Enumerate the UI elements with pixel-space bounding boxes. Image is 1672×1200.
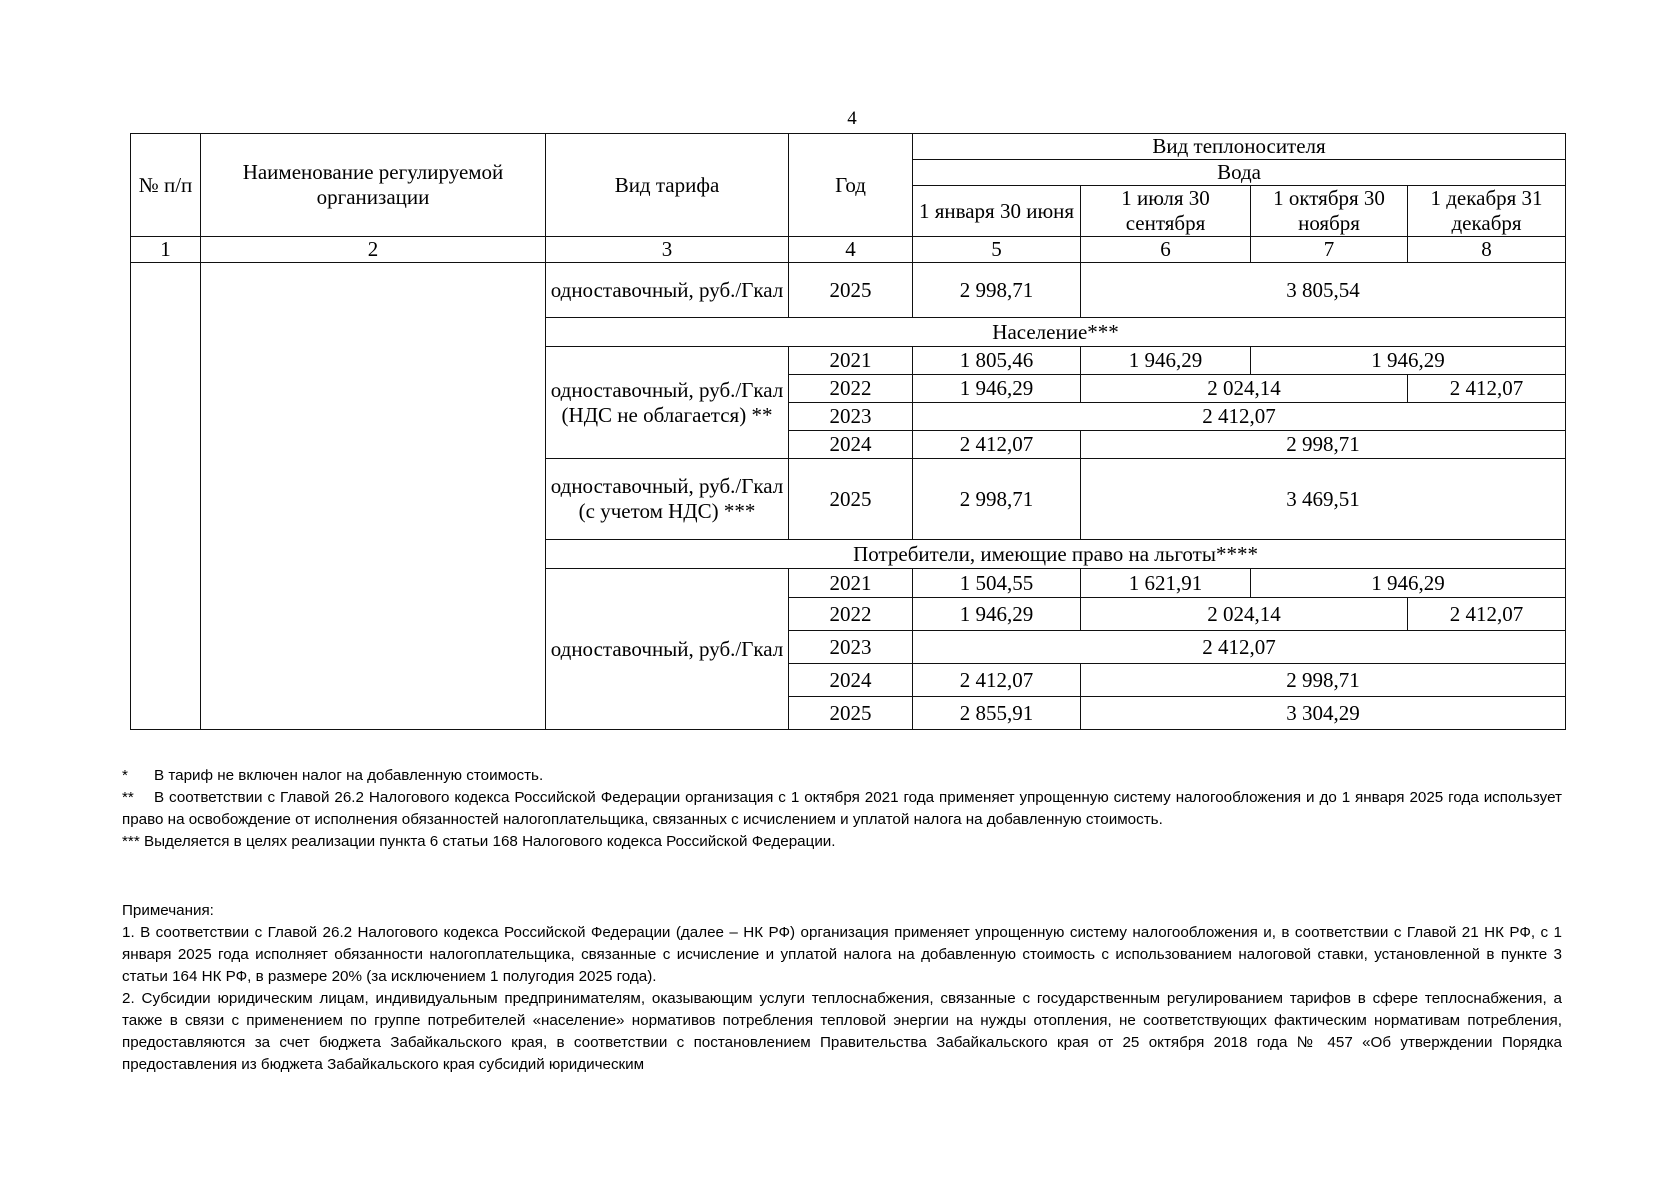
tariff-cell: одноставочный, руб./Гкал bbox=[546, 263, 789, 318]
header-tariff-type: Вид тарифа bbox=[546, 134, 789, 237]
header-row-1 bbox=[131, 134, 1566, 160]
value-cell: 3 469,51 bbox=[1081, 459, 1566, 540]
value-cell: 2 024,14 bbox=[1081, 598, 1408, 631]
remarks bbox=[122, 900, 1562, 1076]
footnote-mark: * bbox=[122, 767, 128, 784]
tariff-table bbox=[130, 133, 1566, 730]
table-row bbox=[131, 263, 1566, 318]
page-number: 4 bbox=[847, 108, 857, 129]
col-number: 2 bbox=[201, 237, 546, 263]
footnote bbox=[122, 831, 1562, 853]
section-title-population: Население*** bbox=[546, 318, 1566, 347]
year-cell: 2021 bbox=[789, 569, 913, 598]
col-number: 4 bbox=[789, 237, 913, 263]
header-water: Вода bbox=[913, 160, 1566, 186]
col-number: 1 bbox=[131, 237, 201, 263]
footnote-text: В соответствии с Главой 26.2 Налогового кодекса Российской Федерации организация с 1 октября 2021 года применяет упрощенную систему налогообложения и до 1 января 2025 года использует право на освобождение от исполнения обязанностей налогоплательщика, связанных с исчислением и уплатой налога на добавленную стоимость. bbox=[122, 789, 1562, 828]
col-number: 7 bbox=[1251, 237, 1408, 263]
value-cell: 2 412,07 bbox=[913, 431, 1081, 459]
footnote-mark: ** bbox=[122, 789, 134, 806]
header-period-4: 1 декабря 31 декабря bbox=[1408, 186, 1566, 237]
header-period-3: 1 октября 30 ноября bbox=[1251, 186, 1408, 237]
value-cell: 2 412,07 bbox=[1408, 598, 1566, 631]
value-cell: 1 946,29 bbox=[1081, 347, 1251, 375]
year-cell: 2024 bbox=[789, 431, 913, 459]
col-number: 6 bbox=[1081, 237, 1251, 263]
footnote bbox=[122, 765, 1562, 787]
year-cell: 2022 bbox=[789, 375, 913, 403]
col-number: 5 bbox=[913, 237, 1081, 263]
value-cell: 2 412,07 bbox=[913, 664, 1081, 697]
col-number: 8 bbox=[1408, 237, 1566, 263]
year-cell: 2023 bbox=[789, 631, 913, 664]
header-org: Наименование регулируемой организации bbox=[201, 134, 546, 237]
value-cell: 2 998,71 bbox=[1081, 664, 1566, 697]
value-cell: 2 998,71 bbox=[913, 459, 1081, 540]
year-cell: 2023 bbox=[789, 403, 913, 431]
value-cell: 2 998,71 bbox=[1081, 431, 1566, 459]
value-cell: 1 621,91 bbox=[1081, 569, 1251, 598]
remarks-title: Примечания: bbox=[122, 902, 214, 919]
num-cell bbox=[131, 263, 201, 730]
value-cell: 2 412,07 bbox=[913, 631, 1566, 664]
footnote-mark: *** bbox=[122, 833, 140, 850]
value-cell: 1 805,46 bbox=[913, 347, 1081, 375]
col-number: 3 bbox=[546, 237, 789, 263]
value-cell: 1 946,29 bbox=[1251, 347, 1566, 375]
section-title-beneficiaries: Потребители, имеющие право на льготы**** bbox=[546, 540, 1566, 569]
year-cell: 2024 bbox=[789, 664, 913, 697]
header-period-2: 1 июля 30 сентября bbox=[1081, 186, 1251, 237]
year-cell: 2025 bbox=[789, 697, 913, 730]
value-cell: 2 024,14 bbox=[1081, 375, 1408, 403]
footnotes bbox=[122, 765, 1562, 853]
org-cell bbox=[201, 263, 546, 730]
value-cell: 1 504,55 bbox=[913, 569, 1081, 598]
year-cell: 2025 bbox=[789, 263, 913, 318]
header-period-1: 1 января 30 июня bbox=[913, 186, 1081, 237]
tariff-cell: одноставочный, руб./Гкал (НДС не облагается) ** bbox=[546, 347, 789, 459]
year-cell: 2022 bbox=[789, 598, 913, 631]
tariff-cell: одноставочный, руб./Гкал (с учетом НДС) *** bbox=[546, 459, 789, 540]
remark-item: 2. Субсидии юридическим лицам, индивидуальным предпринимателям, оказывающим услуги теплоснабжения, связанные с государственным регулированием тарифов в сфере теплоснабжения, а также в связи с применением по группе потребителей «население» нормативов потребления тепловой энергии на нужды отопления, не соответствующих фактическим нормативам потребления, предоставляются за счет бюджета Забайкальского края, в соответствии с постановлением Правительства Забайкальского края от 25 октября 2018 года № 457 «Об утверждении Порядка предоставления из бюджета Забайкальского края субсидий юридическим bbox=[122, 990, 1562, 1073]
value-cell: 2 412,07 bbox=[913, 403, 1566, 431]
column-numbers-row bbox=[131, 237, 1566, 263]
value-cell: 3 805,54 bbox=[1081, 263, 1566, 318]
value-cell: 2 855,91 bbox=[913, 697, 1081, 730]
value-cell: 2 412,07 bbox=[1408, 375, 1566, 403]
footnote bbox=[122, 787, 1562, 831]
value-cell: 2 998,71 bbox=[913, 263, 1081, 318]
value-cell: 1 946,29 bbox=[913, 375, 1081, 403]
year-cell: 2025 bbox=[789, 459, 913, 540]
header-heat-carrier: Вид теплоносителя bbox=[913, 134, 1566, 160]
remark-item: 1. В соответствии с Главой 26.2 Налогового кодекса Российской Федерации (далее – НК РФ) организация применяет упрощенную систему налогообложения и, в соответствии с Главой 21 НК РФ, с 1 января 2025 года исполняет обязанности налогоплательщика, связанные с исчисление и уплатой налога на добавленную стоимость с использованием налоговой ставки, установленной в пункте 3 статьи 164 НК РФ, в размере 20% (за исключением 1 полугодия 2025 года). bbox=[122, 924, 1562, 985]
year-cell: 2021 bbox=[789, 347, 913, 375]
footnote-text: В тариф не включен налог на добавленную стоимость. bbox=[154, 767, 544, 784]
value-cell: 1 946,29 bbox=[1251, 569, 1566, 598]
header-num: № п/п bbox=[131, 134, 201, 237]
value-cell: 1 946,29 bbox=[913, 598, 1081, 631]
tariff-cell: одноставочный, руб./Гкал bbox=[546, 569, 789, 730]
header-year: Год bbox=[789, 134, 913, 237]
footnote-text: Выделяется в целях реализации пункта 6 статьи 168 Налогового кодекса Российской Федерации. bbox=[143, 833, 836, 850]
value-cell: 3 304,29 bbox=[1081, 697, 1566, 730]
